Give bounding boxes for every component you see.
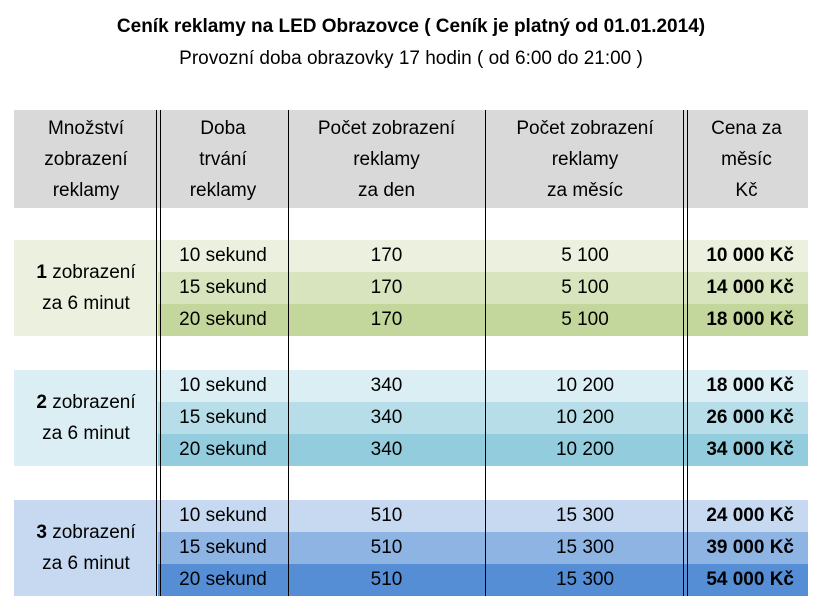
duration-cell: 10 sekund bbox=[179, 375, 267, 396]
column-header bbox=[158, 110, 288, 208]
column-header-line: reklamy bbox=[353, 148, 420, 170]
column-header bbox=[288, 110, 485, 208]
group-label-rest: zobrazení bbox=[46, 522, 136, 543]
group-label-rest: zobrazení bbox=[46, 262, 136, 283]
duration-cell: 15 sekund bbox=[179, 537, 267, 558]
group-count: 2 bbox=[36, 392, 47, 413]
per-month-cell: 15 300 bbox=[555, 537, 615, 558]
group-label-line: za 6 minut bbox=[42, 293, 130, 314]
group-label-rest: zobrazení bbox=[46, 392, 136, 413]
per-month-cell: 5 100 bbox=[561, 309, 609, 330]
column-header-line: reklamy bbox=[551, 148, 619, 170]
page-title: Ceník reklamy na LED Obrazovce ( Ceník je platný od 01.01.2014) bbox=[116, 16, 706, 37]
duration-cell: 20 sekund bbox=[179, 439, 267, 460]
column-divider bbox=[485, 110, 486, 596]
per-month-cell: 10 200 bbox=[555, 375, 615, 396]
price-cell: 34 000 Kč bbox=[706, 439, 794, 460]
price-cell: 18 000 Kč bbox=[706, 309, 794, 330]
column-header-line: Množství bbox=[47, 117, 125, 139]
duration-cell: 20 sekund bbox=[179, 569, 267, 590]
per-day-cell: 510 bbox=[370, 505, 403, 526]
column-header-line: reklamy bbox=[52, 179, 120, 201]
per-day-cell: 340 bbox=[370, 407, 403, 428]
group-label bbox=[14, 370, 158, 466]
per-day-cell: 170 bbox=[370, 309, 403, 330]
column-header-line: zobrazení bbox=[44, 148, 128, 170]
page-subtitle: Provozní doba obrazovky 17 hodin ( od 6:00 do 21:00 ) bbox=[179, 48, 643, 69]
group-count: 3 bbox=[36, 522, 47, 543]
per-month-cell: 15 300 bbox=[555, 505, 615, 526]
column-header-line: reklamy bbox=[189, 179, 257, 201]
group-label-line: za 6 minut bbox=[42, 553, 130, 574]
column-header-line: měsíc bbox=[721, 148, 772, 170]
per-day-cell: 340 bbox=[370, 439, 403, 460]
column-header-line: Kč bbox=[735, 179, 758, 201]
price-cell: 24 000 Kč bbox=[706, 505, 794, 526]
per-day-cell: 170 bbox=[370, 245, 403, 266]
per-month-cell: 5 100 bbox=[561, 245, 609, 266]
per-month-cell: 5 100 bbox=[561, 277, 609, 298]
column-header bbox=[685, 110, 808, 208]
duration-cell: 15 sekund bbox=[179, 407, 267, 428]
column-header-line: za den bbox=[357, 179, 416, 201]
double-divider bbox=[156, 110, 161, 596]
duration-cell: 20 sekund bbox=[179, 309, 267, 330]
price-cell: 10 000 Kč bbox=[706, 245, 794, 266]
column-divider bbox=[288, 110, 289, 596]
column-header-line: za měsíc bbox=[546, 179, 624, 201]
column-header-line: Doba bbox=[200, 117, 246, 139]
group-label-line bbox=[36, 387, 135, 418]
group-label-line: za 6 minut bbox=[42, 423, 130, 444]
per-day-cell: 510 bbox=[370, 537, 403, 558]
column-header-line: trvání bbox=[199, 148, 247, 170]
price-cell: 26 000 Kč bbox=[706, 407, 794, 428]
column-header bbox=[485, 110, 685, 208]
duration-cell: 10 sekund bbox=[179, 245, 267, 266]
price-cell: 39 000 Kč bbox=[706, 537, 794, 558]
per-month-cell: 15 300 bbox=[555, 569, 615, 590]
column-header-line: Počet zobrazení bbox=[516, 117, 654, 139]
price-cell: 54 000 Kč bbox=[706, 569, 794, 590]
double-divider bbox=[683, 110, 688, 596]
column-header bbox=[14, 110, 158, 208]
group-label-line bbox=[36, 517, 135, 548]
group-label bbox=[14, 500, 158, 596]
price-cell: 18 000 Kč bbox=[706, 375, 794, 396]
price-cell: 14 000 Kč bbox=[706, 277, 794, 298]
duration-cell: 10 sekund bbox=[179, 505, 267, 526]
duration-cell: 15 sekund bbox=[179, 277, 267, 298]
group-label bbox=[14, 240, 158, 336]
group-count: 1 bbox=[36, 262, 47, 283]
per-day-cell: 340 bbox=[370, 375, 403, 396]
column-header-line: Cena za bbox=[711, 117, 782, 139]
group-label-line bbox=[36, 257, 135, 288]
column-header-line: Počet zobrazení bbox=[317, 117, 456, 139]
per-day-cell: 510 bbox=[370, 569, 403, 590]
per-month-cell: 10 200 bbox=[555, 439, 615, 460]
per-day-cell: 170 bbox=[370, 277, 403, 298]
per-month-cell: 10 200 bbox=[555, 407, 615, 428]
